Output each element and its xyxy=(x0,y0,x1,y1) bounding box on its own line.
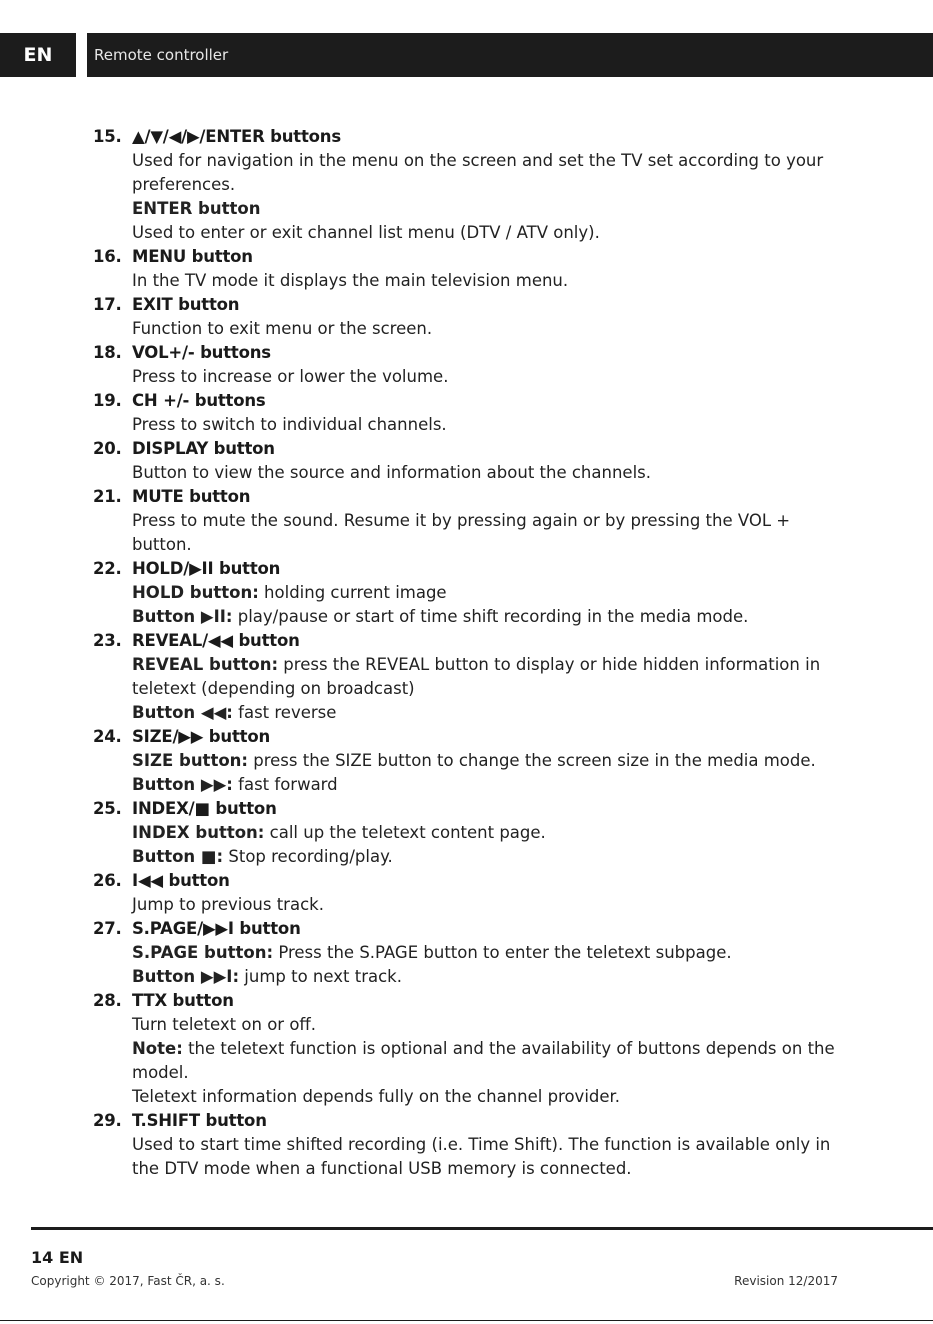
item-heading xyxy=(93,125,833,149)
header-gap xyxy=(76,33,87,77)
item-title: I◀◀ button xyxy=(132,871,230,890)
description-label: REVEAL button: xyxy=(132,655,279,674)
item-heading xyxy=(93,245,833,269)
description-text: play/pause or start of time shift recording in the media mode. xyxy=(232,607,749,626)
description-text: Press to mute the sound. Resume it by pressing again or by pressing the VOL + xyxy=(132,511,791,530)
description-text: Teletext information depends fully on the channel provider. xyxy=(132,1087,621,1106)
description-text: preferences. xyxy=(132,175,236,194)
description-text: model. xyxy=(132,1063,189,1082)
item-title: VOL+/- buttons xyxy=(132,343,271,362)
item-heading xyxy=(93,629,833,653)
description-text: Button to view the source and information about the channels. xyxy=(132,463,651,482)
item-number: 26. xyxy=(93,871,122,890)
item-heading xyxy=(93,917,833,941)
item-number: 21. xyxy=(93,487,122,506)
description-text: teletext (depending on broadcast) xyxy=(132,679,415,698)
item-title: REVEAL/◀◀ button xyxy=(132,631,300,650)
bottom-divider xyxy=(0,1320,933,1321)
item-description-line xyxy=(93,773,833,797)
item-heading xyxy=(93,989,833,1013)
description-text: fast forward xyxy=(232,775,338,794)
item-description-line xyxy=(93,509,833,533)
item-title: MENU button xyxy=(132,247,253,266)
item-title: HOLD/▶II button xyxy=(132,559,281,578)
item-title: ▲/▼/◀/▶/ENTER buttons xyxy=(132,127,341,146)
description-label: Button ▶II: xyxy=(132,607,233,626)
item-title: MUTE button xyxy=(132,487,251,506)
description-label: Button ■: xyxy=(132,847,224,866)
item-heading xyxy=(93,389,833,413)
item-description-line xyxy=(93,1013,833,1037)
item-number: 15. xyxy=(93,127,122,146)
item-title: EXIT button xyxy=(132,295,240,314)
description-label: HOLD button: xyxy=(132,583,259,602)
item-title: TTX button xyxy=(132,991,234,1010)
description-text: Jump to previous track. xyxy=(132,895,324,914)
description-label: Button ▶▶I: xyxy=(132,967,240,986)
item-description-line xyxy=(93,1037,833,1061)
item-heading xyxy=(93,1109,833,1133)
description-text: fast reverse xyxy=(232,703,337,722)
item-number: 20. xyxy=(93,439,122,458)
item-heading xyxy=(93,293,833,317)
item-number: 24. xyxy=(93,727,122,746)
item-number: 23. xyxy=(93,631,122,650)
item-number: 22. xyxy=(93,559,122,578)
item-title: DISPLAY button xyxy=(132,439,275,458)
item-number: 27. xyxy=(93,919,122,938)
item-heading xyxy=(93,869,833,893)
description-text: In the TV mode it displays the main television menu. xyxy=(132,271,569,290)
description-text: holding current image xyxy=(258,583,447,602)
language-tab: EN xyxy=(23,44,53,66)
item-description-line xyxy=(93,893,833,917)
item-description-line xyxy=(93,845,833,869)
item-description-line xyxy=(93,821,833,845)
description-label: INDEX button: xyxy=(132,823,265,842)
item-heading xyxy=(93,485,833,509)
item-description-line xyxy=(93,413,833,437)
item-heading xyxy=(93,341,833,365)
description-text: Turn teletext on or off. xyxy=(132,1015,317,1034)
description-label: Note: xyxy=(132,1039,183,1058)
item-description-line xyxy=(93,965,833,989)
description-label: Button ▶▶: xyxy=(132,775,233,794)
item-title: T.SHIFT button xyxy=(132,1111,267,1130)
item-number: 19. xyxy=(93,391,122,410)
item-description-line xyxy=(93,173,833,197)
description-text: Press to increase or lower the volume. xyxy=(132,367,449,386)
description-text: Function to exit menu or the screen. xyxy=(132,319,433,338)
button-description-list xyxy=(93,125,833,1181)
section-title: Remote controller xyxy=(94,46,229,64)
item-heading xyxy=(93,725,833,749)
description-text: button. xyxy=(132,535,192,554)
item-description-line xyxy=(93,461,833,485)
item-description-line xyxy=(93,653,833,677)
footer-divider xyxy=(31,1227,933,1230)
item-number: 29. xyxy=(93,1111,122,1130)
item-number: 25. xyxy=(93,799,122,818)
description-text: press the SIZE button to change the screen size in the media mode. xyxy=(248,751,816,770)
page-header xyxy=(0,33,933,77)
description-text: Used for navigation in the menu on the screen and set the TV set according to your xyxy=(132,151,824,170)
item-description-line xyxy=(93,1157,833,1181)
item-title: S.PAGE/▶▶I button xyxy=(132,919,301,938)
description-text: Press to switch to individual channels. xyxy=(132,415,447,434)
item-description-line xyxy=(93,533,833,557)
description-label: S.PAGE button: xyxy=(132,943,274,962)
item-description-line xyxy=(93,941,833,965)
item-title: INDEX/■ button xyxy=(132,799,277,818)
item-heading xyxy=(93,797,833,821)
description-text: the teletext function is optional and the availability of buttons depends on the xyxy=(182,1039,835,1058)
description-label: ENTER button xyxy=(132,199,261,218)
item-number: 28. xyxy=(93,991,122,1010)
description-text: the DTV mode when a functional USB memory is connected. xyxy=(132,1159,632,1178)
item-title: SIZE/▶▶ button xyxy=(132,727,271,746)
description-text: Stop recording/play. xyxy=(223,847,393,866)
item-description-line xyxy=(93,701,833,725)
description-text: call up the teletext content page. xyxy=(264,823,546,842)
item-number: 18. xyxy=(93,343,122,362)
description-text: press the REVEAL button to display or hide hidden information in xyxy=(278,655,821,674)
item-description-line xyxy=(93,749,833,773)
item-description-line xyxy=(93,269,833,293)
description-label: SIZE button: xyxy=(132,751,249,770)
page-number: 14 EN xyxy=(31,1248,84,1267)
revision-text: Revision 12/2017 xyxy=(734,1274,838,1288)
item-title: CH +/- buttons xyxy=(132,391,266,410)
description-text: Used to start time shifted recording (i.e. Time Shift). The function is available only in xyxy=(132,1135,831,1154)
description-label: Button ◀◀: xyxy=(132,703,233,722)
item-description-line xyxy=(93,149,833,173)
item-description-line xyxy=(93,365,833,389)
description-text: Press the S.PAGE button to enter the teletext subpage. xyxy=(273,943,732,962)
item-description-line xyxy=(93,1085,833,1109)
copyright-text: Copyright © 2017, Fast ČR, a. s. xyxy=(31,1274,225,1288)
item-description-line xyxy=(93,221,833,245)
item-description-line xyxy=(93,1061,833,1085)
item-description-line xyxy=(93,197,833,221)
description-text: Used to enter or exit channel list menu (DTV / ATV only). xyxy=(132,223,600,242)
item-description-line xyxy=(93,1133,833,1157)
item-description-line xyxy=(93,605,833,629)
description-text: jump to next track. xyxy=(239,967,402,986)
item-number: 17. xyxy=(93,295,122,314)
item-description-line xyxy=(93,677,833,701)
item-description-line xyxy=(93,317,833,341)
item-number: 16. xyxy=(93,247,122,266)
item-description-line xyxy=(93,581,833,605)
item-heading xyxy=(93,557,833,581)
item-heading xyxy=(93,437,833,461)
